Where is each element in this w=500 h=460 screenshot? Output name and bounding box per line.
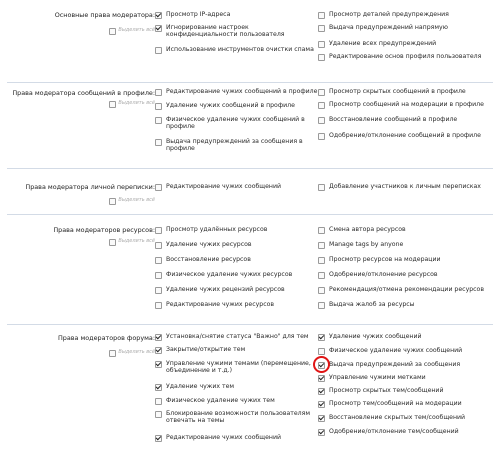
permission-label: Удаление чужих сообщений в профиле: [166, 102, 295, 109]
unchecked-checkbox[interactable]: [155, 47, 162, 54]
unchecked-checkbox[interactable]: [318, 227, 325, 234]
permission-label: Редактирование основ профиля пользователя: [329, 53, 482, 60]
permission-item[interactable]: [318, 53, 488, 61]
permission-item[interactable]: [155, 11, 325, 19]
select-all-toggle[interactable]: [0, 27, 155, 35]
unchecked-checkbox[interactable]: [155, 103, 162, 110]
permission-column-left: [155, 325, 325, 460]
permission-item[interactable]: [155, 301, 325, 309]
permission-item[interactable]: [318, 116, 488, 124]
checked-checkbox[interactable]: [318, 334, 325, 341]
permission-item[interactable]: [318, 428, 488, 436]
permission-label: Закрытие/открытие тем: [166, 346, 246, 353]
unchecked-checkbox[interactable]: [318, 117, 325, 124]
permission-label: Выдача предупреждений за сообщения в профиле: [166, 138, 303, 153]
permission-label: Удаление всех предупреждений: [329, 40, 437, 47]
checked-checkbox[interactable]: [318, 429, 325, 436]
permission-label: Выдача предупреждений напрямую: [329, 24, 448, 31]
permission-item[interactable]: [318, 387, 488, 395]
section-label: Права модераторов форума:: [57, 334, 155, 342]
permission-label: Игнорирование настроек конфиденциальности пользователя: [166, 24, 285, 39]
permission-label: Управление чужими темами (перемещение, объединение и т.д.): [166, 360, 311, 375]
section-label: Права модератора личной переписки:: [25, 183, 155, 191]
permission-item[interactable]: [318, 301, 488, 309]
checked-checkbox[interactable]: [318, 375, 325, 382]
permission-item[interactable]: [318, 183, 488, 191]
checked-checkbox[interactable]: [318, 388, 325, 395]
unchecked-checkbox[interactable]: [318, 12, 325, 19]
checked-checkbox[interactable]: [318, 415, 325, 422]
select-all-checkbox[interactable]: [109, 239, 116, 246]
permission-item[interactable]: [318, 11, 488, 19]
permission-label: Физическое удаление чужих тем: [166, 397, 275, 404]
checked-checkbox[interactable]: [155, 334, 162, 341]
permission-label: Просмотр IP-адреса: [166, 11, 231, 18]
permission-column-right: [318, 0, 488, 82]
checked-checkbox[interactable]: [155, 384, 162, 391]
permission-section: [7, 0, 493, 82]
unchecked-checkbox[interactable]: [318, 272, 325, 279]
permission-label: Физическое удаление чужих сообщений: [329, 347, 463, 354]
section-label: Основные права модератора:: [54, 11, 155, 19]
unchecked-checkbox[interactable]: [318, 287, 325, 294]
select-all-toggle[interactable]: [0, 238, 155, 246]
select-all-checkbox[interactable]: [109, 350, 116, 357]
select-all-label: Выделить всё: [118, 238, 155, 244]
section-label: Права модераторов ресурсов:: [53, 226, 155, 234]
permission-label: Физическое удаление чужих сообщений в профиле: [166, 116, 305, 131]
permission-item[interactable]: [318, 271, 488, 279]
permission-label: Удаление чужих тем: [166, 383, 235, 390]
unchecked-checkbox[interactable]: [155, 411, 162, 418]
permission-item[interactable]: [155, 138, 325, 153]
checked-checkbox[interactable]: [155, 435, 162, 442]
permission-item[interactable]: [155, 183, 325, 191]
checked-checkbox[interactable]: [318, 401, 325, 408]
permission-item[interactable]: [155, 286, 325, 294]
select-all-label: Выделить всё: [118, 349, 155, 355]
permission-column-right: [318, 83, 488, 169]
select-all-label: Выделить всё: [118, 197, 155, 203]
select-all-label: Выделить всё: [118, 27, 155, 33]
unchecked-checkbox[interactable]: [155, 287, 162, 294]
permission-column-right: [318, 215, 488, 325]
section-label: Права модератора сообщений в профиле:: [12, 89, 155, 97]
permission-item[interactable]: [155, 24, 325, 39]
permission-item[interactable]: [155, 410, 325, 425]
permission-item[interactable]: [318, 24, 488, 32]
permission-item[interactable]: [155, 241, 325, 249]
permission-column-right: [318, 169, 488, 215]
select-all-checkbox[interactable]: [109, 198, 116, 205]
checked-checkbox[interactable]: [155, 361, 162, 368]
permission-label: Физическое удаление чужих ресурсов: [166, 271, 293, 278]
select-all-toggle[interactable]: [0, 100, 155, 108]
select-all-toggle[interactable]: [0, 197, 155, 205]
permission-column-left: [155, 215, 325, 325]
permission-item[interactable]: [318, 286, 488, 294]
permission-item[interactable]: [155, 226, 325, 234]
checked-checkbox[interactable]: [155, 347, 162, 354]
permission-item[interactable]: [318, 333, 488, 341]
permission-item[interactable]: [155, 346, 325, 354]
permission-column-left: [155, 83, 325, 169]
permission-label: Смена автора ресурсов: [329, 226, 406, 233]
permission-item[interactable]: [318, 256, 488, 264]
permission-label: Удаление чужих сообщений: [329, 333, 422, 340]
select-all-checkbox[interactable]: [109, 101, 116, 108]
permission-label: Редактирование чужих ресурсов: [166, 301, 275, 308]
checked-checkbox[interactable]: [155, 12, 162, 19]
permission-section: [7, 324, 493, 460]
permission-label: Одобрение/отклонение сообщений в профиле: [329, 132, 481, 139]
permission-label: Блокирование возможности пользователям отвечать на темы: [166, 410, 311, 425]
permission-item[interactable]: [155, 116, 325, 131]
permission-item[interactable]: [155, 397, 325, 405]
unchecked-checkbox[interactable]: [318, 257, 325, 264]
unchecked-checkbox[interactable]: [318, 302, 325, 309]
unchecked-checkbox[interactable]: [318, 242, 325, 249]
permission-section: [7, 82, 493, 169]
permission-label: Просмотр ресурсов на модерации: [329, 256, 441, 263]
unchecked-checkbox[interactable]: [155, 302, 162, 309]
permission-label: Просмотр удалённых ресурсов: [166, 226, 268, 233]
permission-label: Одобрение/отклонение ресурсов: [329, 271, 438, 278]
unchecked-checkbox[interactable]: [318, 25, 325, 32]
permission-item[interactable]: [155, 88, 325, 96]
permission-label: Редактирование чужих сообщений в профиле: [166, 88, 318, 95]
permission-item[interactable]: [155, 383, 325, 391]
unchecked-checkbox[interactable]: [155, 184, 162, 191]
select-all-checkbox[interactable]: [109, 28, 116, 35]
permission-item[interactable]: [318, 361, 488, 369]
permission-label: Восстановление скрытых тем/сообщений: [329, 414, 466, 421]
permission-label: Выдача жалоб за ресурсы: [329, 301, 415, 308]
permission-label: Восстановление ресурсов: [166, 256, 251, 263]
permission-label: Добавление участников к личным переписках: [329, 183, 481, 190]
unchecked-checkbox[interactable]: [318, 41, 325, 48]
unchecked-checkbox[interactable]: [155, 257, 162, 264]
permission-label: Рекомендация/отмена рекомендации ресурсов: [329, 286, 484, 293]
permission-label: Просмотр скрытых сообщений в профиле: [329, 88, 466, 95]
permission-label: Одобрение/отклонение тем/сообщений: [329, 428, 459, 435]
permission-item[interactable]: [318, 374, 488, 382]
permission-label: Удаление чужих рецензий ресурсов: [166, 286, 285, 293]
unchecked-checkbox[interactable]: [318, 54, 325, 61]
unchecked-checkbox[interactable]: [155, 117, 162, 124]
permission-label: Просмотр тем/сообщений на модерации: [329, 400, 462, 407]
permission-item[interactable]: [155, 271, 325, 279]
permission-item[interactable]: [155, 102, 325, 110]
checked-checkbox[interactable]: [318, 362, 325, 369]
unchecked-checkbox[interactable]: [155, 227, 162, 234]
permission-label: Редактирование чужих сообщений: [166, 183, 282, 190]
select-all-label: Выделить всё: [118, 100, 155, 106]
permission-label: Установка/снятие статуса "Важно" для тем: [166, 333, 309, 340]
permission-item[interactable]: [155, 333, 325, 341]
permission-item[interactable]: [155, 360, 325, 375]
permission-item[interactable]: [318, 132, 488, 140]
unchecked-checkbox[interactable]: [318, 102, 325, 109]
permission-label: Manage tags by anyone: [329, 241, 404, 248]
permission-item[interactable]: [155, 46, 325, 54]
permission-label: Просмотр сообщений на модерации в профиле: [329, 101, 484, 108]
permission-label: Восстановление сообщений в профиле: [329, 116, 458, 123]
permission-label: Управление чужими метками: [329, 374, 426, 381]
permission-item[interactable]: [318, 88, 488, 96]
permission-label: Просмотр скрытых тем/сообщений: [329, 387, 444, 394]
permission-item[interactable]: [155, 256, 325, 264]
permission-column-left: [155, 169, 325, 215]
permission-section: [7, 214, 493, 325]
permission-item[interactable]: [318, 226, 488, 234]
permission-label: Использование инструментов очистки спама: [166, 46, 314, 53]
unchecked-checkbox[interactable]: [318, 184, 325, 191]
unchecked-checkbox[interactable]: [318, 89, 325, 96]
select-all-toggle[interactable]: [0, 349, 155, 357]
permission-item[interactable]: [318, 347, 488, 355]
unchecked-checkbox[interactable]: [155, 139, 162, 146]
permission-item[interactable]: [318, 40, 488, 48]
permission-item[interactable]: [318, 241, 488, 249]
permission-item[interactable]: [318, 101, 488, 109]
permission-label: Просмотр деталей предупреждения: [329, 11, 449, 18]
permission-label: Выдача предупреждений за сообщения: [329, 361, 461, 368]
permission-item[interactable]: [155, 434, 325, 442]
permission-section: [7, 168, 493, 215]
unchecked-checkbox[interactable]: [155, 272, 162, 279]
permission-column-right: [318, 325, 488, 460]
permission-item[interactable]: [318, 414, 488, 422]
checked-checkbox[interactable]: [155, 25, 162, 32]
permission-column-left: [155, 0, 325, 82]
unchecked-checkbox[interactable]: [155, 242, 162, 249]
permission-item[interactable]: [318, 400, 488, 408]
unchecked-checkbox[interactable]: [318, 133, 325, 140]
unchecked-checkbox[interactable]: [155, 89, 162, 96]
permission-label: Удаление чужих ресурсов: [166, 241, 252, 248]
permission-label: Редактирование чужих сообщений: [166, 434, 282, 441]
unchecked-checkbox[interactable]: [155, 398, 162, 405]
unchecked-checkbox[interactable]: [318, 348, 325, 355]
